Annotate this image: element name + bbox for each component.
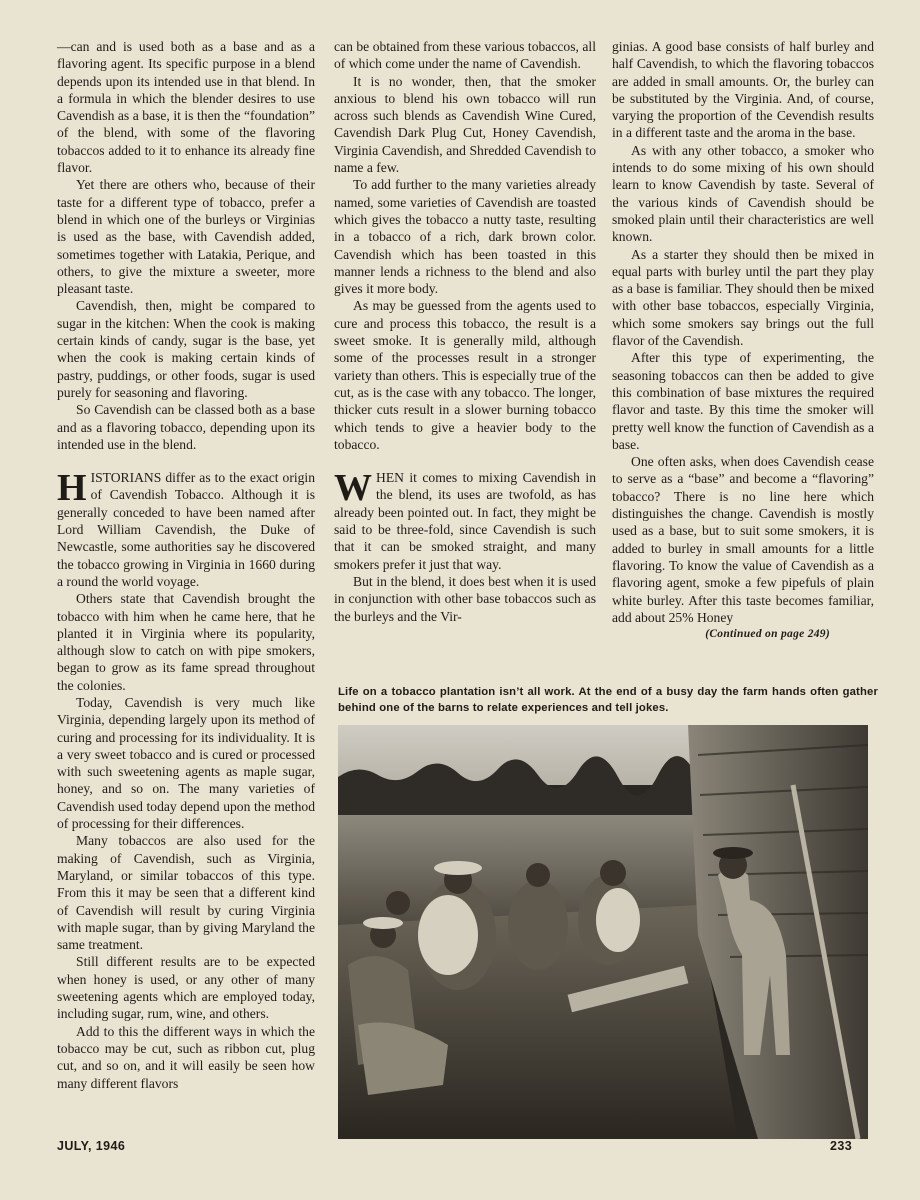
photo-caption: Life on a tobacco plantation isn’t all work. At the end of a busy day the farm hands often gather behind one of the barns to relate experiences and tell jokes. [338, 686, 878, 714]
paragraph: —can and is used both as a base and as a flavoring agent. Its specific purpose in a blend depends upon its intended use in that blend. In a formula in which the blender desires to use Cavendish as a base, it is then the “foundation” of the blend, with some of the flavoring tobaccos added to it to enhance its already fine flavor. [57, 39, 315, 176]
paragraph: Many tobaccos are also used for the making of Cavendish, such as Virginia, Maryland, or similar tobaccos of this type. From this it may be seen that a different kind of Cavendish will result by curing Virginia with maple sugar, than by giving Maryland the same treatment. [57, 833, 315, 953]
drop-cap: W [334, 467, 372, 510]
paragraph: ginias. A good base consists of half burley and half Cavendish, to which the flavoring tobaccos are added in small amounts. Or, the burley can be substituted by the Virginia. And, of course, varying the proportion of the Cevendish results in a different taste and the aroma in the base. [612, 39, 874, 141]
paragraph: Others state that Cavendish brought the tobacco with him when he came here, that he planted it in Virginia where its popularity, although slow to catch on with pipe smokers, began to grow as its fame spread throughout the colonies. [57, 591, 315, 693]
paragraph: Still different results are to be expected when honey is used, or any other of many sweetening agents which are employed today, including sugar, rum, wine, and others. [57, 954, 315, 1022]
article-column-right [612, 38, 874, 643]
paragraph: Cavendish, then, might be compared to sugar in the kitchen: When the cook is making certain kinds of candy, sugar is the base, yet when the cook is making certain kinds of pastry, puddings, or other foods, sugar is used purely for seasoning and flavoring. [57, 298, 315, 400]
paragraph: It is no wonder, then, that the smoker anxious to blend his own tobacco will run across such blends as Cavendish Wine Cured, Cavendish Dark Plug Cut, Honey Cavendish, Virginia Cavendish, and Shredded Cavendish to name a few. [334, 73, 596, 176]
paragraph: As may be guessed from the agents used to cure and process this tobacco, the result is a sweet smoke. It is generally mild, although some of the processes result in a stronger variety than others. This is especially true of the cut, as is the case with any tobacco. The longer, thicker cuts result in a slower burning tobacco which tends to give a heavier body to the tobacco. [334, 298, 596, 452]
paragraph: As a starter they should then be mixed in equal parts with burley until the part they play as a base is familiar. They should then be mixed with other base tobaccos, especially Virginia, which some smokers say brings out the full flavor of the Cavendish. [612, 246, 874, 349]
paragraph: But in the blend, it does best when it is used in conjunction with other base tobaccos such as the burleys and the Vir- [334, 573, 596, 624]
paragraph: So Cavendish can be classed both as a base and as a flavoring tobacco, depending upon its intended use in the blend. [57, 402, 315, 452]
paragraph: To add further to the many varieties already named, some varieties of Cavendish are toasted which gives the tobacco a nutty taste, resulting in a tobacco of a rich, dark brown color. Cavendish which has been toasted in this manner lends a richness to the blend and also gives it more body. [334, 177, 596, 297]
photo-illustration [338, 725, 868, 1139]
page-number: 233 [830, 1139, 853, 1153]
issue-date: JULY, 1946 [57, 1139, 126, 1153]
paragraph-text: HEN it comes to mixing Cavendish in the blend, its uses are twofold, as has already been pointed out. In fact, they might be said to be three-fold, since Cavendish is such that it can be smoked straight, and many smokers prefer it just that way. [334, 470, 596, 572]
continued-note: (Continued on page 249) [705, 628, 830, 641]
paragraph: As with any other tobacco, a smoker who intends to do some mixing of his own should learn to know Cavendish by taste. Several of the various kinds of Cavendish should be smoked plain until their characteristics are well known. [612, 142, 874, 245]
drop-cap: H [57, 467, 87, 510]
plantation-photo [338, 725, 868, 1139]
paragraph: After this type of experimenting, the seasoning tobaccos can then be added to give this combination of base mixtures the required flavor and taste. By this time the smoker will pretty well know the function of Cavendish as a base. [612, 350, 874, 452]
paragraph: can be obtained from these various tobaccos, all of which come under the name of Cavendish. [334, 39, 596, 72]
section-opening-paragraph [334, 469, 596, 573]
section-opening-paragraph [57, 469, 315, 590]
article-column-middle [334, 38, 596, 625]
paragraph: Today, Cavendish is very much like Virginia, depending largely upon its method of curing and processing for its individuality. It is a very sweet tobacco and is cured or processed with such sweetening agents as maple sugar, honey, and so on. The many varieties of Cavendish used today depend upon the method of processing for their differences. [57, 694, 315, 832]
paragraph: One often asks, when does Cavendish cease to serve as a “base” and become a “flavoring” tobacco? There is no line here which distinguishes the change. Cavendish is mostly used as a base, but to suit some smokers, it is added to burley in small amounts for a little flavoring. To know the value of Cavendish as a flavoring agent, smoke a few pipefuls of plain white burley. After this taste becomes familiar, add about 25% Honey [612, 454, 874, 625]
paragraph: Add to this the different ways in which the tobacco may be cut, such as ribbon cut, plug cut, and so on, and it will easily be seen how many different flavors [57, 1023, 315, 1091]
paragraph-text: ISTORIANS differ as to the exact origin of Cavendish Tobacco. Although it is generally conceded to have been named after Lord William Cavendish, the Duke of Newcastle, some authorities say he discovered the tobacco growing in Virginia in 1660 during a round the world voyage. [57, 470, 315, 589]
paragraph: Yet there are others who, because of their taste for a different type of tobacco, prefer a blend in which one of the burleys or Virginias is used as the base, with Cavendish added, sometimes together with Latakia, Perique, and others, to give the mixture a sweeter, more pleasant taste. [57, 177, 315, 297]
article-column-left [57, 38, 315, 1092]
